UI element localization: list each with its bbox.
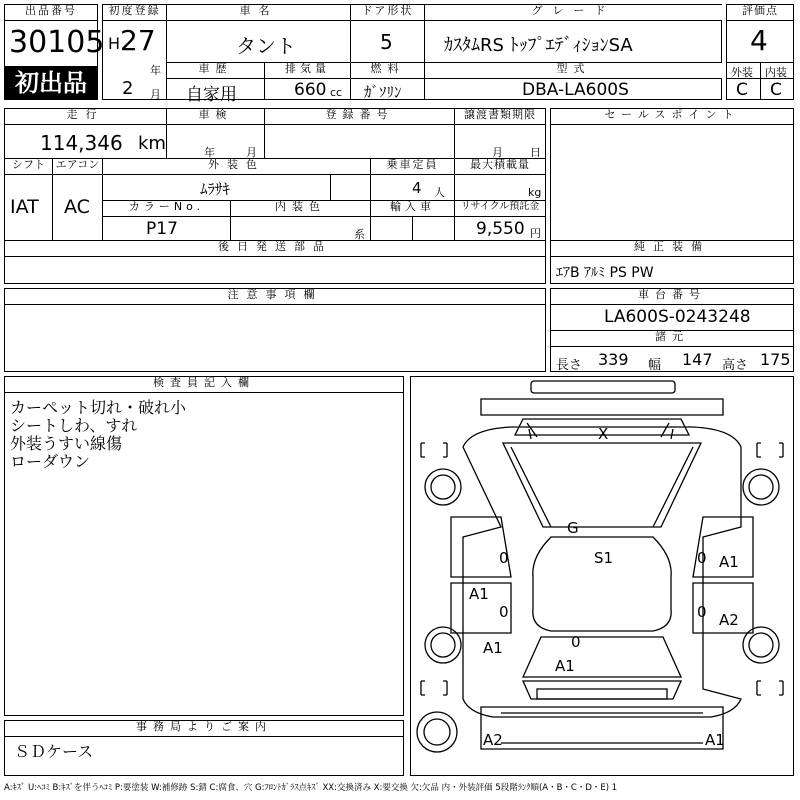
recycle-label: リサイクル預託金 [455,201,545,216]
reg-month-unit: 月 [150,88,161,101]
car-name: タント [236,34,296,58]
displacement: 660 [294,80,327,100]
ext-score: C [736,80,748,100]
recycle-unit: 円 [530,227,541,240]
max-load-unit: kg [528,186,542,199]
mark-roof: S1 [594,549,614,567]
lot-number: 30105 [9,25,105,60]
capacity-unit: 人 [434,186,445,199]
exterior-color: ﾑﾗｻｷ [200,180,231,198]
mark-rear-bumper-left: A2 [483,731,503,749]
lot-label: 出品番号 [5,5,97,21]
doors: 5 [380,30,393,54]
office-note: ＳＤケース [14,742,94,761]
inspection-label: 車検 [167,109,264,124]
transfer-day-unit: 日 [530,146,541,159]
length-label: 長さ [556,358,583,373]
mark-left-front-door: 0 [499,549,509,567]
transfer-label: 譲渡書類期限 [455,109,545,124]
spec-label: 諸元 [551,331,793,346]
max-load-label: 最大積載量 [455,159,545,174]
car-diagram-svg [411,377,793,775]
interior-color-label: 内装色 [231,201,370,216]
name-label: 車名 [167,5,350,20]
mark-left-rear-quarter: A1 [483,639,503,657]
ac-label: エアコン [53,159,102,174]
fuel-label: 燃料 [351,63,424,78]
inspection-month-unit: 月 [246,146,257,159]
first-listing-badge [4,66,98,100]
displacement-unit: cc [330,86,343,99]
reg-label: 初度登録 [103,5,166,20]
mark-tailgate: 0 [571,633,581,651]
color-no: P17 [146,219,178,239]
color-no-label: カラーNo. [103,201,230,216]
width-label: 幅 [648,358,662,373]
length: 339 [598,350,629,369]
ac: AC [64,196,90,218]
car-history: 自家用 [186,85,237,105]
mark-rear-bumper-right: A1 [705,731,725,749]
equipment: ｴｱB ｱﾙﾐ PS PW [556,265,654,281]
transfer-month-unit: 月 [492,146,503,159]
reg-month: 2 [122,78,134,99]
chassis-label: 車台番号 [551,289,793,304]
import-label: 輸入車 [371,201,454,216]
car-diagram [410,376,794,776]
reg-year-unit: 年 [150,64,161,77]
reg-year: 27 [120,24,156,57]
legend-text: A:ｷｽﾞ U:ﾍｺﾐ B:ｷｽﾞを伴うﾍｺﾐ P:要塗装 W:補修跡 S:錆 C:腐食、穴 G:ﾌﾛﾝﾄｶﾞﾗｽ点ｷｽﾞ XX:交換済み X:要交換 欠:欠品 内・外装評価 5段階ﾗﾝｸ順(A・B・C・D・E) 1 [4,783,618,793]
ext-label: 外装 [731,66,753,79]
reg-era: H [108,34,121,53]
mark-hood: G [567,519,579,537]
height-label: 高さ [722,358,749,373]
height: 175 [760,350,791,369]
score: 4 [750,24,768,57]
model-label: 型式 [425,63,722,78]
mileage-label: 走行 [5,109,166,124]
mark-right-front-door: 0 [697,549,707,567]
interior-color-unit: 系 [354,228,365,241]
mark-left-rear-door: A1 [469,585,489,603]
mark-right-rear-quarter: A2 [719,611,739,629]
inspection-year-unit: 年 [204,146,215,159]
model: DBA-LA600S [522,80,629,100]
grade: ｶｽﾀﾑRS ﾄｯﾌﾟｴﾃﾞｨｼｮﾝSA [444,35,633,56]
first-listing-label: 初出品 [15,69,87,97]
sales-label: セールスポイント [551,109,793,124]
history-label: 車歴 [167,63,264,78]
inspector-note: シートしわ、すれ [10,416,138,435]
capacity: 4 [412,179,422,197]
inspector-label: 検査員記入欄 [5,377,403,392]
mark-right-front-fender: A1 [719,553,739,571]
int-score: C [770,80,782,100]
exterior-color-label: 外装色 [103,159,370,174]
shift-label: シフト [5,159,52,174]
recycle: 9,550 [476,219,525,239]
doors-label: ドア形状 [351,5,424,20]
width: 147 [682,350,713,369]
fuel: ｶﾞｿﾘﾝ [364,83,402,101]
sales-box [550,108,794,284]
displacement-label: 排気量 [265,63,350,78]
mark-rear-glass: A1 [555,657,575,675]
grade-label: グレード [425,5,722,20]
mark-left-rear-door-lower: 0 [499,603,509,621]
shift: IAT [10,196,39,218]
capacity-label: 乗車定員 [371,159,454,174]
mileage-unit: km [138,133,166,154]
mark-right-rear-door-lower: 0 [697,603,707,621]
equipment-label: 純正装備 [551,241,793,256]
chassis: LA600S-0243248 [604,307,751,327]
caution-label: 注意事項欄 [5,289,545,304]
mark-roof-front: X [598,425,609,443]
score-label: 評価点 [727,5,793,20]
parts-label: 後日発送部品 [5,241,545,256]
inspector-note: 外装うすい線傷 [10,434,123,453]
office-label: 事務局よりご案内 [5,721,403,736]
int-label: 内装 [765,66,787,79]
inspector-note: ローダウン [10,452,91,471]
inspector-note: カーペット切れ・破れ小 [10,398,187,417]
plate-label: 登録番号 [265,109,454,124]
mileage: 114,346 [40,131,123,155]
